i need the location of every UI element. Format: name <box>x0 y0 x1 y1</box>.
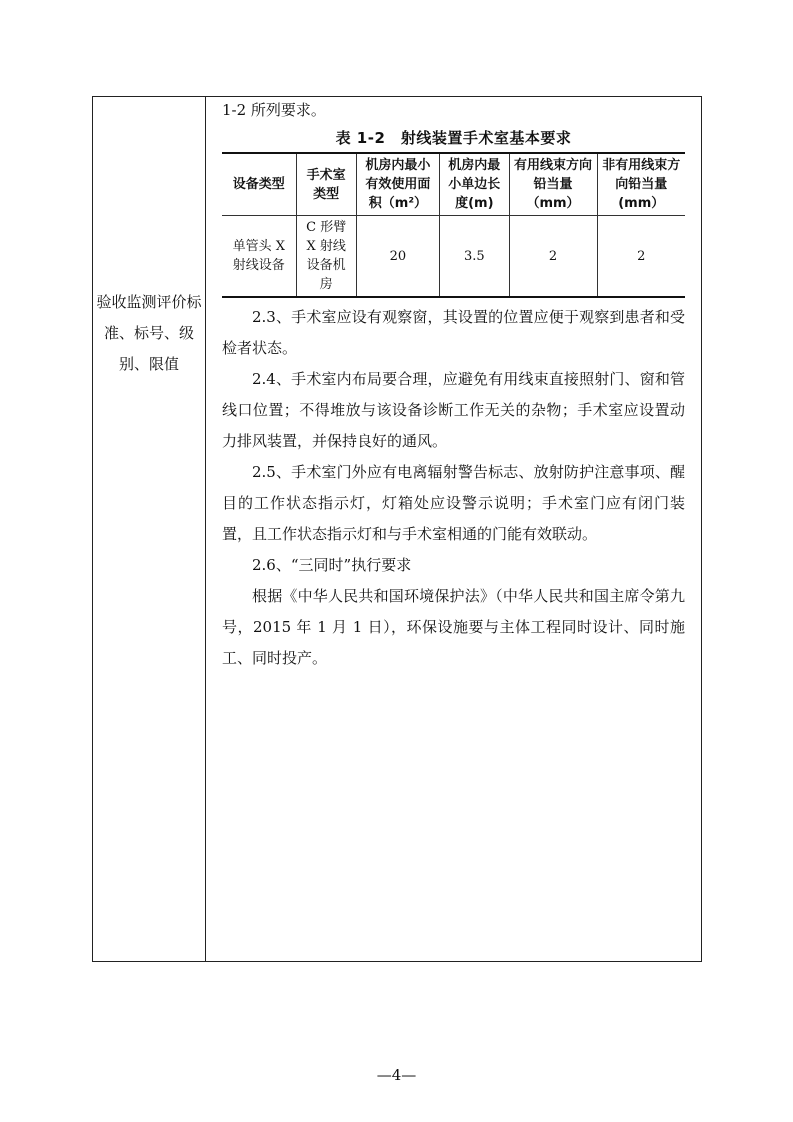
paragraph-observation-window: 2.3、手术室应设有观察窗，其设置的位置应便于观察到患者和受检者状态。 <box>222 308 685 357</box>
form-table <box>92 96 702 962</box>
cell-non-useful-beam-lead: 2 <box>597 216 685 298</box>
page-number: —4— <box>376 1066 417 1084</box>
paragraph-legal-basis: 根据《中华人民共和国环境保护法》（中华人民共和国主席令第九号，2015 年 1 月 1 日），环保设施要与主体工程同时设计、同时施工、同时投产。 <box>222 587 685 667</box>
header-min-area: 机房内最小有效使用面积（m²） <box>356 153 439 216</box>
header-min-side: 机房内最小单边长度(m) <box>440 153 509 216</box>
requirements-table <box>222 152 685 298</box>
content-cell <box>206 97 701 961</box>
paragraph-layout: 2.4、手术室内布局要合理，应避免有用线束直接照射门、窗和管线口位置；不得堆放与该设备诊断工作无关的杂物；手术室应设置动力排风装置，并保持良好的通风。 <box>222 370 685 450</box>
cell-min-side: 3.5 <box>440 216 509 298</box>
header-room-type: 手术室类型 <box>296 153 356 216</box>
paragraph-three-simultaneous-heading: 2.6、“三同时”执行要求 <box>252 556 412 574</box>
paragraph-warning-signs: 2.5、手术室门外应有电离辐射警告标志、放射防护注意事项、醒目的工作状态指示灯，灯箱处应设警示说明；手术室门应有闭门装置，且工作状态指示灯和与手术室相通的门能有效联动。 <box>222 463 685 543</box>
row-label: 验收监测评价标准、标号、级别、限值 <box>96 293 202 373</box>
header-non-useful-beam-lead: 非有用线束方向铅当量(mm） <box>597 153 685 216</box>
header-device-type: 设备类型 <box>222 153 296 216</box>
cell-device-type: 单管头 X 射线设备 <box>232 239 285 273</box>
intro-text: 1-2 所列要求。 <box>222 101 326 119</box>
table-row <box>222 216 685 298</box>
table-header-row <box>222 153 685 216</box>
table-caption: 表 1-2 射线装置手术室基本要求 <box>335 129 572 147</box>
cell-min-area: 20 <box>356 216 439 298</box>
header-useful-beam-lead: 有用线束方向铅当量（mm） <box>509 153 597 216</box>
cell-useful-beam-lead: 2 <box>509 216 597 298</box>
cell-room-type: C 形臂 X 射线设备机房 <box>296 216 356 298</box>
